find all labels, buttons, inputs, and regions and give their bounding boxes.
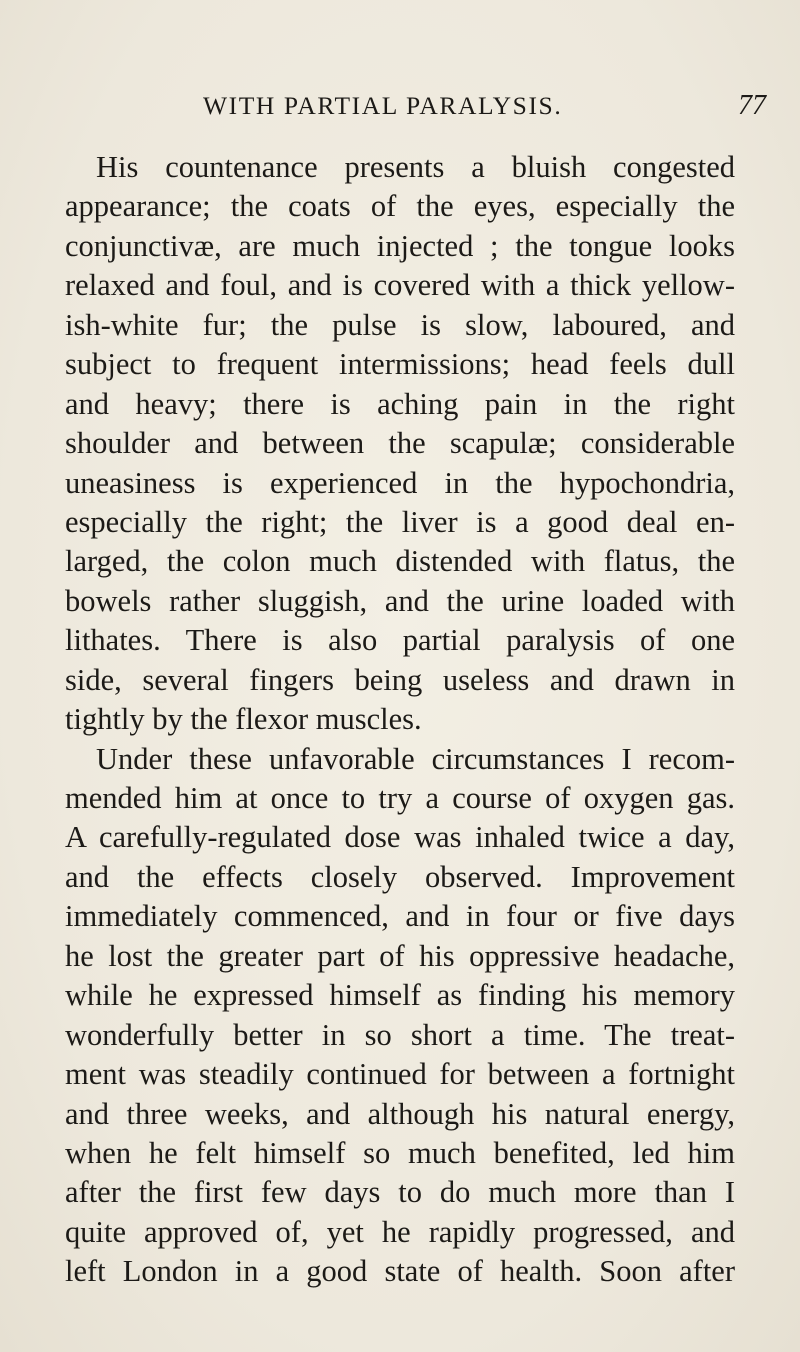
text-line: A carefully-regulated dose was inhaled twice a day, — [65, 820, 735, 855]
text-line: mended him at once to try a course of oxygen gas. — [65, 781, 735, 815]
text-line: ish-white fur; the pulse is slow, laboured, and — [65, 307, 735, 342]
text-line: tightly by the flexor muscles. — [65, 702, 422, 737]
text-line: after the first few days to do much more than I — [65, 1175, 735, 1210]
text-line: quite approved of, yet he rapidly progressed, and — [65, 1214, 735, 1249]
text-line: uneasiness is experienced in the hypochondria, — [65, 465, 735, 500]
text-line: appearance; the coats of the eyes, especially the — [65, 189, 735, 224]
text-line: ment was steadily continued for between a fortnight — [65, 1057, 735, 1092]
running-head — [0, 86, 800, 126]
text-line: especially the right; the liver is a good deal en- — [65, 504, 735, 539]
text-line: left London in a good state of health. Soon after — [65, 1254, 735, 1289]
text-line: His countenance presents a bluish congested — [96, 150, 735, 184]
text-line: relaxed and foul, and is covered with a thick yellow- — [65, 268, 735, 303]
text-line: shoulder and between the scapulæ; considerable — [65, 426, 735, 461]
text-line: while he expressed himself as finding his memory — [65, 978, 735, 1013]
text-line: and the effects closely observed. Improvement — [65, 859, 735, 894]
text-line: he lost the greater part of his oppressive headache, — [65, 938, 735, 973]
text-line: larged, the colon much distended with flatus, the — [65, 544, 735, 579]
page-number: 77 — [738, 90, 766, 121]
text-line: Under these unfavorable circumstances I recom- — [96, 741, 735, 776]
text-line: and heavy; there is aching pain in the right — [65, 386, 735, 421]
body-text — [65, 148, 735, 1292]
text-line: immediately commenced, and in four or five days — [65, 899, 735, 934]
text-line: lithates. There is also partial paralysis of one — [65, 623, 735, 658]
text-line: subject to frequent intermissions; head feels dull — [65, 347, 735, 382]
text-line: bowels rather sluggish, and the urine loaded with — [65, 583, 735, 618]
text-line: and three weeks, and although his natural energy, — [65, 1096, 735, 1131]
text-line: side, several fingers being useless and drawn in — [65, 662, 735, 697]
text-line: conjunctivæ, are much injected ; the tongue looks — [65, 228, 735, 263]
text-line: wonderfully better in so short a time. The treat- — [65, 1017, 735, 1052]
running-title: WITH PARTIAL PARALYSIS. — [203, 91, 563, 120]
text-line: when he felt himself so much benefited, led him — [65, 1135, 735, 1170]
